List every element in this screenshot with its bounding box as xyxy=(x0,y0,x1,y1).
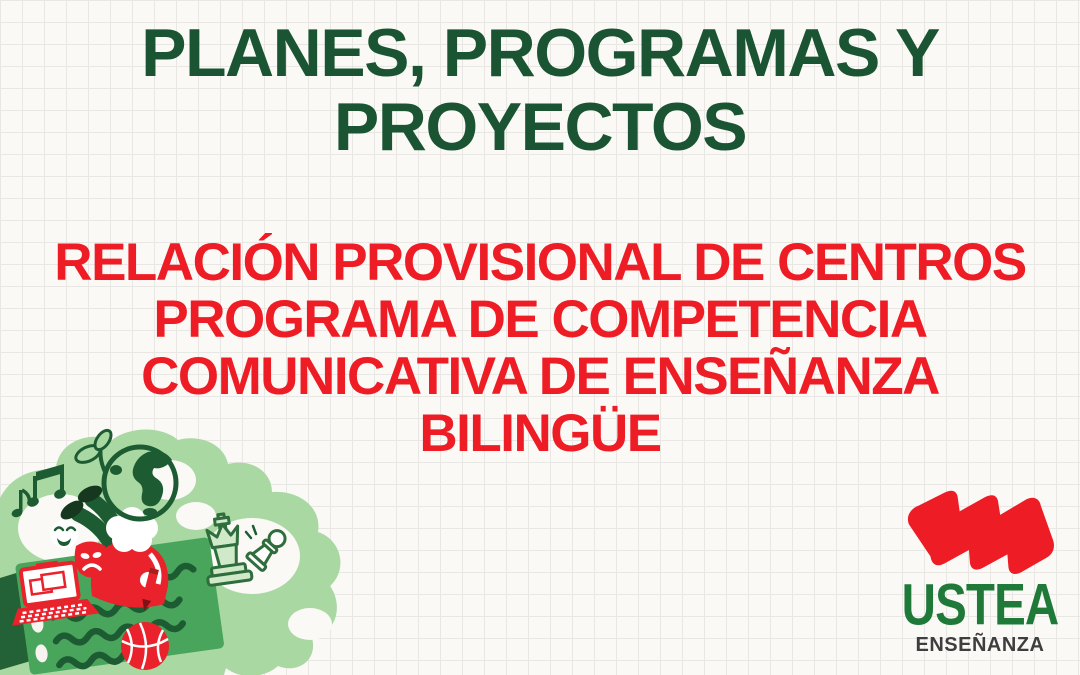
poster-title xyxy=(0,16,1080,164)
ustea-logo xyxy=(886,488,1074,658)
ustea-logo-name: USTEA xyxy=(901,572,1059,638)
announcement-line2: PROGRAMA DE COMPETENCIA xyxy=(153,290,927,349)
ustea-logo-department: ENSEÑANZA xyxy=(915,634,1045,656)
poster-title-line1: PLANES, PROGRAMAS Y xyxy=(141,15,939,91)
education-collage-illustration xyxy=(0,428,345,675)
announcement-line4: BILINGÜE xyxy=(419,404,661,463)
announcement-line3: COMUNICATIVA DE ENSEÑANZA xyxy=(141,347,939,406)
announcement-line1: RELACIÓN PROVISIONAL DE CENTROS xyxy=(54,233,1026,292)
poster-title-line2: PROYECTOS xyxy=(333,89,747,165)
ustea-flag-icon xyxy=(894,488,1066,580)
basketball-icon xyxy=(121,622,169,670)
